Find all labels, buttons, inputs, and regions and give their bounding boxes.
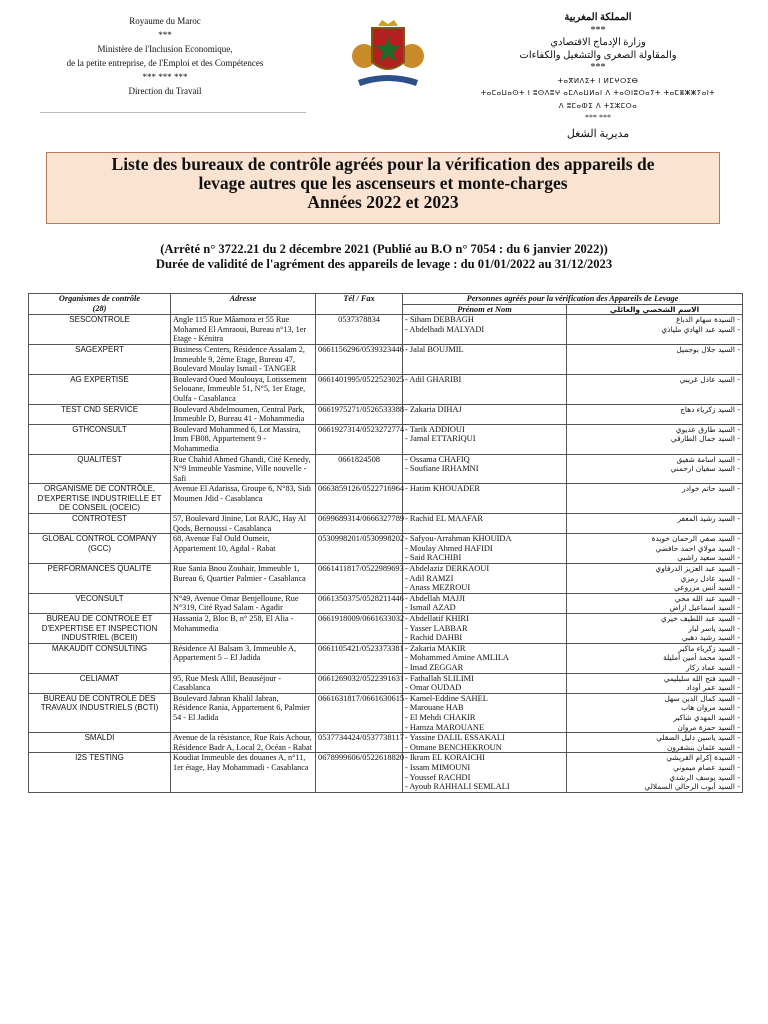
org-name-cell: TEST CND SERVICE xyxy=(29,404,171,424)
person-name-ar: - السيد أيوب الرحالي السملالي xyxy=(569,782,740,792)
tel-cell: 0661156296/0539323446 xyxy=(316,344,403,374)
address-cell: Résidence Al Balsam 3, Immeuble A, Appartement 5 – El Jadida xyxy=(171,643,316,673)
header-left xyxy=(40,14,290,98)
person-name-fr: - Jalal BOUJMIL xyxy=(405,345,564,355)
direction-ar: مديرية الشغل xyxy=(566,127,630,140)
persons-ar-cell xyxy=(567,484,743,514)
title-line1: Liste des bureaux de contrôle agréés pour la vérification des appareils de xyxy=(111,154,655,174)
person-name-ar: - السيد حمزة مروان xyxy=(569,723,740,733)
table-row xyxy=(29,614,743,644)
persons-fr-cell xyxy=(403,454,567,484)
person-name-fr: - Ossama CHAFIQ xyxy=(405,455,564,465)
ministry-fr-line1: Ministère de l'Inclusion Economique, xyxy=(97,44,233,54)
col-header-address: Adresse xyxy=(171,294,316,315)
table-row xyxy=(29,673,743,693)
org-name-cell: CONTROTEST xyxy=(29,514,171,534)
persons-fr-cell xyxy=(403,753,567,792)
person-name-ar: - السيد عبد الله مجي xyxy=(569,594,740,604)
person-name-fr: - Siham DEBBAGH xyxy=(405,315,564,325)
col-header-persons: Personnes agréés pour la vérification des Appareils de Levage xyxy=(403,294,743,305)
person-name-ar: - السيد المهدي شاكير xyxy=(569,713,740,723)
person-name-ar: - السيدة إكرام القريشي xyxy=(569,753,740,763)
persons-ar-cell xyxy=(567,593,743,613)
person-name-fr: - Imad ZEGGAR xyxy=(405,663,564,673)
tel-cell: 0661631817/0661630615 xyxy=(316,693,403,732)
ministry-ar-line1: وزارة الإدماج الاقتصادي xyxy=(550,37,646,48)
direction-fr: Direction du Travail xyxy=(128,86,202,96)
persons-ar-cell xyxy=(567,404,743,424)
person-name-ar: - السيد عادل رمزي xyxy=(569,574,740,584)
persons-ar-cell xyxy=(567,643,743,673)
tel-cell: 0661401995/0522523025 xyxy=(316,374,403,404)
address-cell: Business Centers, Résidence Assalam 2, Immeuble 9, 2ème Etage, Bureau 47, Boulevard Moulay Ismail - TANGER xyxy=(171,344,316,374)
person-name-fr: - Youssef RACHDI xyxy=(405,773,564,783)
separator-stars: *** *** *** xyxy=(142,72,188,82)
person-name-fr: - Adil RAMZI xyxy=(405,574,564,584)
header-right xyxy=(468,12,728,140)
address-cell: 95, Rue Mesk Allil, Beauséjour - Casablanca xyxy=(171,673,316,693)
table-row xyxy=(29,593,743,613)
table-row xyxy=(29,404,743,424)
header-rule xyxy=(40,112,306,113)
persons-fr-cell xyxy=(403,614,567,644)
validity-period: Durée de validité de l'agrément des appareils de levage : du 01/01/2022 au 31/12/2023 xyxy=(155,257,613,271)
kingdom-fr: Royaume du Maroc xyxy=(129,16,201,26)
org-name-cell: GTHCONSULT xyxy=(29,424,171,454)
separator-stars: *** xyxy=(158,30,172,40)
person-name-ar: - السيد كمال الدين سهل xyxy=(569,694,740,704)
person-name-ar: - السيد يوسف الرشدي xyxy=(569,773,740,783)
person-name-ar: - السيد جلال بوجميل xyxy=(569,345,740,355)
persons-fr-cell xyxy=(403,564,567,594)
person-name-ar: - السيد أنس مزروعي xyxy=(569,583,740,593)
col-header-ar-name: الاسم الشخصي والعائلي xyxy=(567,304,743,315)
separator-stars: *** *** xyxy=(585,113,611,122)
person-name-fr: - El Mehdi CHAKIR xyxy=(405,713,564,723)
person-name-fr: - Fathallah SLILIMI xyxy=(405,674,564,684)
person-name-ar: - السيد مولاي احمد حافضي xyxy=(569,544,740,554)
person-name-fr: - Otmane BENCHEKROUN xyxy=(405,743,564,753)
person-name-ar: - السيد فتح الله سليليمي xyxy=(569,674,740,684)
person-name-ar: - السيد رشيد المعفر xyxy=(569,514,740,524)
person-name-ar: - السيد عبد الهادي ملياذي xyxy=(569,325,740,335)
document-title xyxy=(46,152,720,224)
title-line3: Années 2022 et 2023 xyxy=(307,192,459,212)
tel-cell: 0661918009/0661633032 xyxy=(316,614,403,644)
org-name-cell: BUREAU DE CONTROLE ET D'EXPERTISE ET INSPECTION INDUSTRIEL (BCEII) xyxy=(29,614,171,644)
address-cell: Rue Chahid Ahmed Ghandi, Cité Kenedy, N°9 Immeuble Yasmine, Ville nouvelle - Safi xyxy=(171,454,316,484)
table-row xyxy=(29,693,743,732)
person-name-fr: - Tarik ADDIOUI xyxy=(405,425,564,435)
person-name-fr: - Jamal ETTARIQUI xyxy=(405,434,564,444)
table-row xyxy=(29,424,743,454)
address-cell: Avenue El Adarissa, Groupe 6, N°83, Sidi Moumen Jdid - Casablanca xyxy=(171,484,316,514)
person-name-ar: - السيد حاتم خوادر xyxy=(569,484,740,494)
persons-fr-cell xyxy=(403,424,567,454)
tel-cell: 0661975271/0526533388 xyxy=(316,404,403,424)
person-name-fr: - Hatim KHOUADER xyxy=(405,484,564,494)
bureaus-table xyxy=(28,293,743,793)
persons-fr-cell xyxy=(403,344,567,374)
persons-fr-cell xyxy=(403,693,567,732)
person-name-fr: - Said RACHIBI xyxy=(405,553,564,563)
tel-cell: 0661927314/0523272774 xyxy=(316,424,403,454)
persons-ar-cell xyxy=(567,344,743,374)
ministry-tifinagh-line2: ⴷ ⵓⵎⴰⵀⵉ ⴷ ⵜⵉⵣⵎⵔⴰ xyxy=(558,101,638,110)
decree-reference: (Arrêté n° 3722.21 du 2 décembre 2021 (Publié au B.O n° 7054 : du 6 janvier 2022)) xyxy=(160,242,608,256)
address-cell: Angle 115 Rue Mâamora et 55 Rue Mohamed El Amraoui, Bureau n°13, 1er Etage - Kénitra xyxy=(171,315,316,345)
person-name-fr: - Abdelaziz DERKAOUI xyxy=(405,564,564,574)
separator-stars: *** xyxy=(590,24,606,36)
title-line2: levage autres que les ascenseurs et monte-charges xyxy=(198,173,568,193)
address-cell: 68, Avenue Fal Ould Oumeir, Appartement 10, Agdal - Rabat xyxy=(171,534,316,564)
persons-ar-cell xyxy=(567,534,743,564)
tel-cell: 0663859126/0522716964 xyxy=(316,484,403,514)
address-cell: Hassania 2, Bloc B, n° 258, El Alia - Mohammedia xyxy=(171,614,316,644)
person-name-fr: - Abdelhadi MALYADI xyxy=(405,325,564,335)
person-name-fr: - Adil GHARIBI xyxy=(405,375,564,385)
person-name-ar: - السيد عادل غريبي xyxy=(569,375,740,385)
person-name-ar: - السيد عمر أوداد xyxy=(569,683,740,693)
persons-ar-cell xyxy=(567,693,743,732)
person-name-ar: - السيد سفيان ارحمني xyxy=(569,464,740,474)
table-row xyxy=(29,753,743,792)
persons-fr-cell xyxy=(403,733,567,753)
org-name-cell: QUALITEST xyxy=(29,454,171,484)
table-row xyxy=(29,315,743,345)
ministry-fr-line2: de la petite entreprise, de l'Emploi et des Compétences xyxy=(66,58,264,68)
tel-cell: 0661350375/0528211446 xyxy=(316,593,403,613)
person-name-fr: - Omar OUDAD xyxy=(405,683,564,693)
persons-fr-cell xyxy=(403,673,567,693)
person-name-fr: - Issam MIMOUNI xyxy=(405,763,564,773)
tel-cell: 0661105421/0523373381 xyxy=(316,643,403,673)
org-name-cell: PERFORMANCES QUALITE xyxy=(29,564,171,594)
persons-ar-cell xyxy=(567,424,743,454)
tel-cell: 0678999606/0522618820 xyxy=(316,753,403,792)
org-name-cell: CELIAMAT xyxy=(29,673,171,693)
table-row xyxy=(29,344,743,374)
person-name-ar: - السيد عبد اللطيف خيري xyxy=(569,614,740,624)
org-name-cell: MAKAUDIT CONSULTING xyxy=(29,643,171,673)
org-header-count: (28) xyxy=(92,303,107,313)
table-row xyxy=(29,564,743,594)
person-name-fr: - Ismail AZAD xyxy=(405,603,564,613)
person-name-ar: - السيد عماد زكار xyxy=(569,663,740,673)
person-name-ar: - السيدة سهام الدباغ xyxy=(569,315,740,325)
person-name-ar: - السيد اسماعيل ازاض xyxy=(569,603,740,613)
col-header-tel: Tél / Fax xyxy=(316,294,403,315)
person-name-fr: - Rachid DAHBI xyxy=(405,633,564,643)
persons-fr-cell xyxy=(403,374,567,404)
person-name-fr: - Yasser LABBAR xyxy=(405,624,564,634)
persons-fr-cell xyxy=(403,315,567,345)
org-name-cell: I2S TESTING xyxy=(29,753,171,792)
person-name-ar: - السيد اسامة شفيق xyxy=(569,455,740,465)
person-name-fr: - Moulay Ahmed HAFIDI xyxy=(405,544,564,554)
person-name-ar: - السيد ياسر لبار xyxy=(569,624,740,634)
person-name-fr: - Abdellah MAJJI xyxy=(405,594,564,604)
persons-ar-cell xyxy=(567,374,743,404)
person-name-fr: - Mohammed Amine AMLILA xyxy=(405,653,564,663)
persons-fr-cell xyxy=(403,534,567,564)
org-name-cell: SESCONTROLE xyxy=(29,315,171,345)
org-name-cell: ORGANISME DE CONTRÔLE, D'EXPERTISE INDUSTRIELLE ET DE CONSEIL (OCEIC) xyxy=(29,484,171,514)
address-cell: Koudiat Immeuble des douanes A, n°11, 1er étage, Hay Mohammadi - Casablanca xyxy=(171,753,316,792)
persons-ar-cell xyxy=(567,614,743,644)
org-name-cell: SMALDI xyxy=(29,733,171,753)
table-row xyxy=(29,643,743,673)
tel-cell: 0661269032/0522391631 xyxy=(316,673,403,693)
tel-cell: 0661824508 xyxy=(316,454,403,484)
tel-cell: 0699689314/0666327789 xyxy=(316,514,403,534)
person-name-ar: - السيد عثمان بنشقرون xyxy=(569,743,740,753)
org-name-cell: GLOBAL CONTROL COMPANY (GCC) xyxy=(29,534,171,564)
table-row xyxy=(29,484,743,514)
kingdom-tifinagh: ⵜⴰⴳⵍⴷⵉⵜ ⵏ ⵍⵎⵖⵔⵉⴱ xyxy=(557,76,639,85)
address-cell: Boulevard Abdelmoumen, Central Park, Immeuble D, Bureau 41 - Mohammedia xyxy=(171,404,316,424)
table-row xyxy=(29,374,743,404)
table-row xyxy=(29,514,743,534)
address-cell: N°49, Avenue Omar Benjelloune, Rue N°319, Cité Ryad Salam - Agadir xyxy=(171,593,316,613)
coat-of-arms-icon xyxy=(338,18,438,88)
org-header-label: Organismes de contrôle xyxy=(58,294,141,303)
person-name-ar: - السيد سعيد راشبي xyxy=(569,553,740,563)
address-cell: 57, Boulevard Jinine, Lot RAJC, Hay Al Qods, Bernoussi - Casablanca xyxy=(171,514,316,534)
person-name-ar: - السيد زكرياء ماكير xyxy=(569,644,740,654)
tel-cell: 0537378834 xyxy=(316,315,403,345)
address-cell: Rue Sania Bnou Zouhair, Immeuble 1, Bureau 6, Quartier Palmier - Casablanca xyxy=(171,564,316,594)
person-name-ar: - السيد ياسين دليل الصقلي xyxy=(569,733,740,743)
person-name-ar: - السيد محمد أمين أمليلة xyxy=(569,653,740,663)
person-name-ar: - السيد جمال الطارقي xyxy=(569,434,740,444)
person-name-ar: - السيد عصام ميموني xyxy=(569,763,740,773)
person-name-fr: - Safyou-Arrahman KHOUIDA xyxy=(405,534,564,544)
person-name-fr: - Ikram EL KORAICHI xyxy=(405,753,564,763)
person-name-fr: - Hamza MAROUANE xyxy=(405,723,564,733)
person-name-fr: - Marouane HAB xyxy=(405,703,564,713)
persons-ar-cell xyxy=(567,673,743,693)
person-name-fr: - Soufiane IRHAMNI xyxy=(405,464,564,474)
persons-fr-cell xyxy=(403,643,567,673)
person-name-fr: - Abdellatif KHIRI xyxy=(405,614,564,624)
address-cell: Avenue de la résistance, Rue Rais Achour, Résidence Badr A, Local 2, Océan - Rabat xyxy=(171,733,316,753)
person-name-fr: - Ayoub RAHHALI SEMLALI xyxy=(405,782,564,792)
tel-cell: 0661411817/0522989693 xyxy=(316,564,403,594)
person-name-fr: - Kamel-Eddine SAHEL xyxy=(405,694,564,704)
person-name-fr: - Rachid EL MAAFAR xyxy=(405,514,564,524)
table-row xyxy=(29,534,743,564)
persons-ar-cell xyxy=(567,753,743,792)
person-name-ar: - السيد عبد العزيز الدرقاوي xyxy=(569,564,740,574)
person-name-ar: - السيد زكرياء دهاج xyxy=(569,405,740,415)
persons-fr-cell xyxy=(403,484,567,514)
persons-ar-cell xyxy=(567,564,743,594)
persons-fr-cell xyxy=(403,514,567,534)
person-name-ar: - السيد صفي الرحمان خويدة xyxy=(569,534,740,544)
person-name-fr: - Zakaria DIHAJ xyxy=(405,405,564,415)
address-cell: Boulevard Oued Moulouya, Lotissement Selouane, Immeuble 51, N°5, 1er Etage, Oulfa - Casablanca xyxy=(171,374,316,404)
address-cell: Boulevard Jabran Khalil Jabran, Résidence Rania, Appartement 6, Palmier 54 - El Jadida xyxy=(171,693,316,732)
persons-ar-cell xyxy=(567,454,743,484)
person-name-ar: - السيد طارق عديوي xyxy=(569,425,740,435)
org-name-cell: AG EXPERTISE xyxy=(29,374,171,404)
ministry-ar-line2: والمقاولة الصغرى والتشغيل والكفاءات xyxy=(519,49,677,61)
separator-stars: *** xyxy=(590,62,606,73)
persons-fr-cell xyxy=(403,593,567,613)
persons-ar-cell xyxy=(567,315,743,345)
table-row xyxy=(29,733,743,753)
persons-ar-cell xyxy=(567,733,743,753)
persons-ar-cell xyxy=(567,514,743,534)
ministry-tifinagh-line1: ⵜⴰⵎⴰⵡⴰⵙⵜ ⵏ ⵓⵙⴷⵓⵖ ⴰⵎⴷⴰⵡⵍⴰⵏ ⴷ ⵜⴰⵙⵏⵓⵔⴰⵢⵜ ⵜⴰⵎⴻⵥⵥⵢⴰⵏⵜ xyxy=(480,89,716,97)
persons-fr-cell xyxy=(403,404,567,424)
person-name-ar: - السيد مروان هاب xyxy=(569,703,740,713)
tel-cell: 0537734424/0537738117 xyxy=(316,733,403,753)
col-header-org xyxy=(29,294,171,315)
person-name-fr: - Yassine DALIL ESSAKALI xyxy=(405,733,564,743)
person-name-ar: - السيد رشيد دهبي xyxy=(569,633,740,643)
org-name-cell: VECONSULT xyxy=(29,593,171,613)
person-name-fr: - Anass MEZROUI xyxy=(405,583,564,593)
person-name-fr: - Zakaria MAKIR xyxy=(405,644,564,654)
table-row xyxy=(29,454,743,484)
tel-cell: 0530998201/0530998202 xyxy=(316,534,403,564)
org-name-cell: BUREAU DE CONTROLE DES TRAVAUX INDUSTRIELS (BCTI) xyxy=(29,693,171,732)
address-cell: Boulevard Mohammed 6, Lot Massira, Imm FB08, Appartement 9 - Mohammedia xyxy=(171,424,316,454)
org-name-cell: SAGEXPERT xyxy=(29,344,171,374)
kingdom-ar: المملكة المغربية xyxy=(564,12,632,23)
col-header-fr-name: Prénom et Nom xyxy=(403,304,567,315)
